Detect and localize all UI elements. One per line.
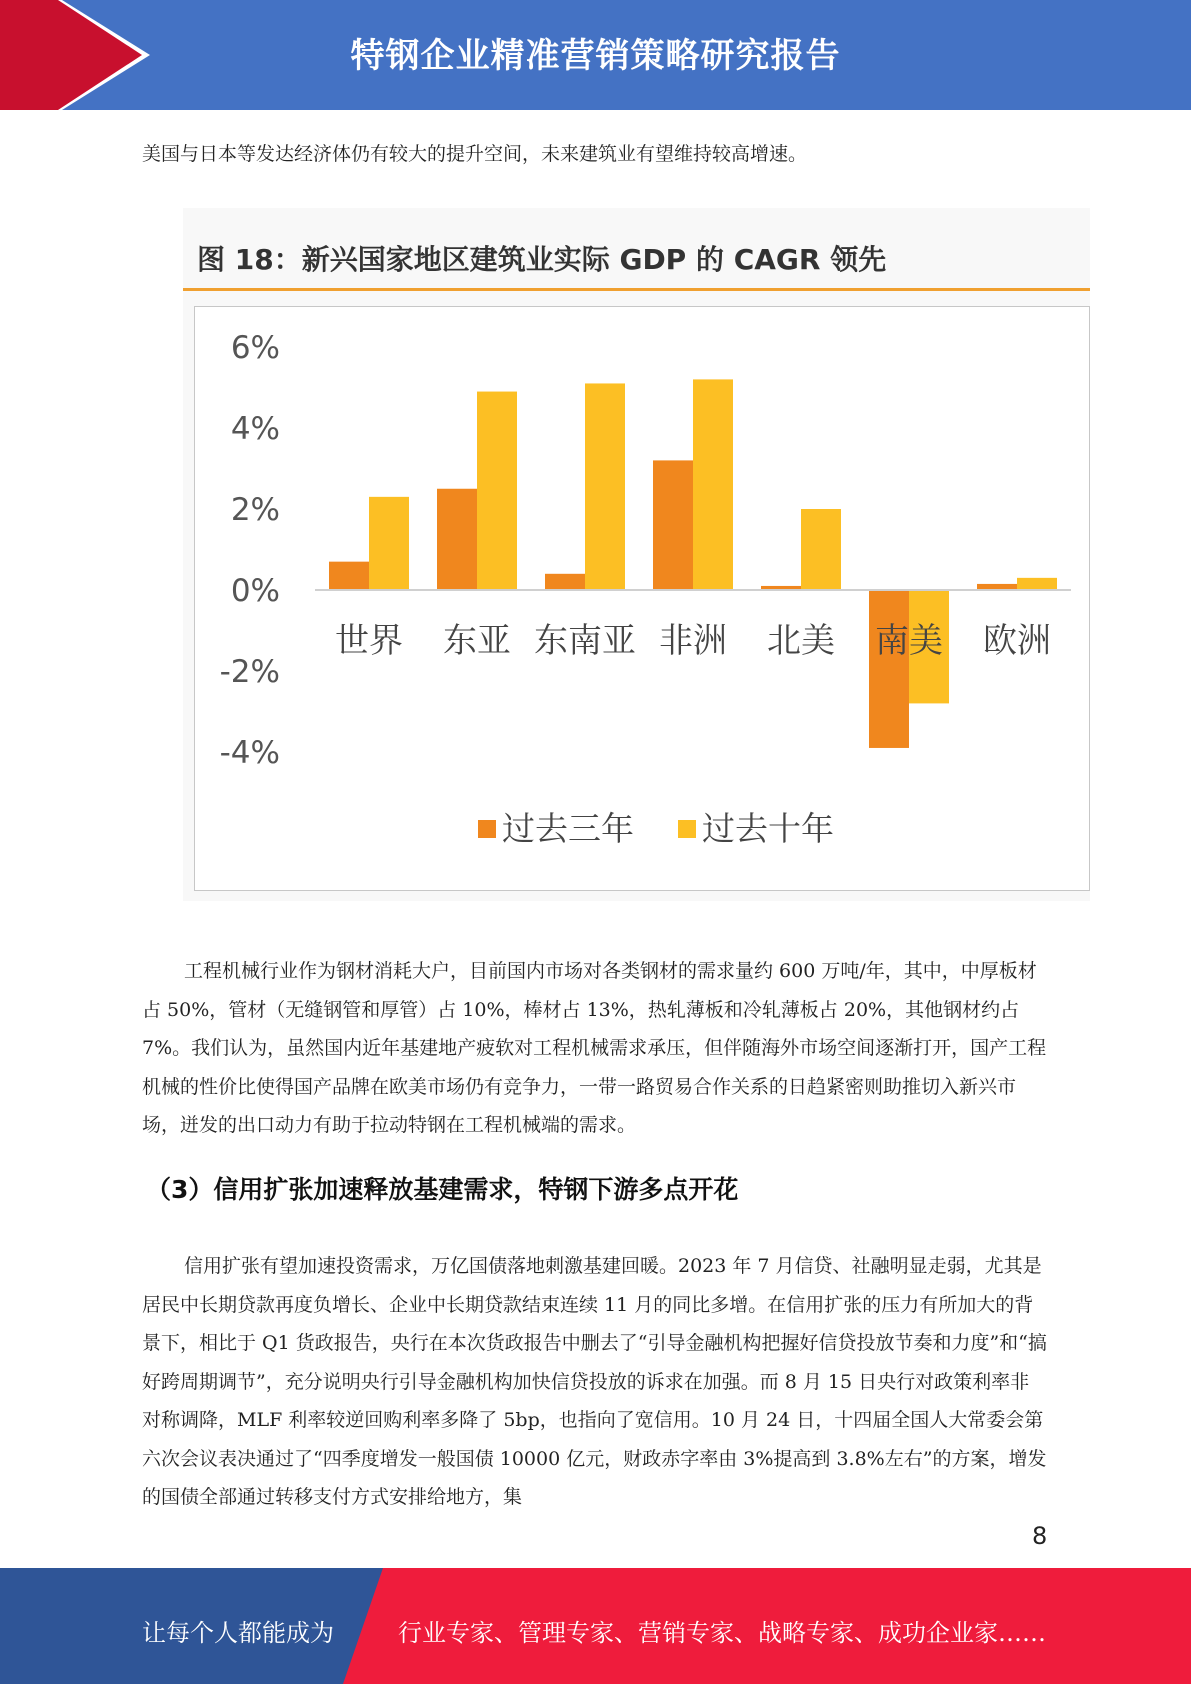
figure-title-rule	[183, 288, 1090, 291]
category-label: 非洲	[659, 621, 727, 661]
intro-text: 美国与日本等发达经济体仍有较大的提升空间，未来建筑业有望维持较高增速。	[142, 143, 808, 165]
page-header	[0, 0, 1191, 110]
footer-slogan-left: 让每个人都能成为	[142, 1619, 334, 1647]
legend-swatch	[478, 820, 496, 838]
legend-swatch	[678, 820, 696, 838]
page-footer	[0, 1568, 1191, 1684]
bar-past-3-years	[869, 590, 909, 748]
y-tick-label: -4%	[219, 735, 280, 771]
y-tick-label: 0%	[230, 573, 280, 609]
legend-label: 过去十年	[702, 809, 834, 848]
bar-past-10-years	[585, 383, 625, 590]
bar-chart	[195, 307, 1091, 892]
bar-past-10-years	[369, 497, 409, 590]
footer-slogan-right: 行业专家、管理专家、营销专家、战略专家、成功企业家……	[398, 1619, 1046, 1647]
category-label: 欧洲	[983, 621, 1051, 661]
bar-past-3-years	[545, 574, 585, 590]
y-tick-label: 6%	[230, 330, 280, 366]
bar-past-10-years	[1017, 578, 1057, 590]
bar-past-3-years	[653, 460, 693, 590]
category-label: 东亚	[443, 621, 511, 661]
y-tick-label: 2%	[230, 492, 280, 528]
page-number: 8	[1032, 1522, 1048, 1550]
legend-label: 过去三年	[502, 809, 634, 848]
category-label: 南美	[875, 621, 943, 661]
category-label: 世界	[335, 621, 403, 661]
category-label: 东南亚	[534, 621, 636, 661]
section-heading: （3）信用扩张加速释放基建需求，特钢下游多点开花	[146, 1175, 739, 1204]
figure-18	[183, 208, 1090, 901]
figure-title: 图 18：新兴国家地区建筑业实际 GDP 的 CAGR 领先	[197, 243, 887, 276]
bar-past-10-years	[693, 379, 733, 590]
chart-container	[194, 306, 1090, 891]
bar-past-3-years	[329, 562, 369, 590]
report-title: 特钢企业精准营销策略研究报告	[350, 36, 841, 76]
bar-past-10-years	[477, 392, 517, 590]
category-label: 北美	[767, 621, 835, 661]
y-tick-label: -2%	[219, 654, 280, 690]
paragraph-construction-machinery: 工程机械行业作为钢材消耗大户，目前国内市场对各类钢材的需求量约 600 万吨/年，其中，中厚板材占 50%，管材（无缝钢管和厚管）占 10%，棒材占 13%，热轧薄板和冷轧薄板占 20%，其他钢材约占 7%。我们认为，虽然国内近年基建地产疲软对工程机械需求承压，但伴随海外市场空间逐渐打开，国产工程机械的性价比使得国产品牌在欧美市场仍有竞争力，一带一路贸易合作关系的日趋紧密则助推切入新兴市场，迸发的出口动力有助于拉动特钢在工程机械端的需求。	[142, 960, 1047, 1136]
paragraph-credit-expansion: 信用扩张有望加速投资需求，万亿国债落地刺激基建回暖。2023 年 7 月信贷、社融明显走弱，尤其是居民中长期贷款再度负增长、企业中长期贷款结束连续 11 月的同比多增。在信用扩张的压力有所加大的背景下，相比于 Q1 货政报告，央行在本次货政报告中删去了“引导金融机构把握好信贷投放节奏和力度”和“搞好跨周期调节”，充分说明央行引导金融机构加快信贷投放的诉求在加强。而 8 月 15 日央行对政策利率非对称调降，MLF 利率较逆回购利率多降了 5bp，也指向了宽信用。10 月 24 日，十四届全国人大常委会第六次会议表决通过了“四季度增发一般国债 10000 亿元，财政赤字率由 3%提高到 3.8%左右”的方案，增发的国债全部通过转移支付方式安排给地方，集	[142, 1255, 1047, 1508]
y-tick-label: 4%	[230, 411, 280, 447]
bar-past-3-years	[437, 489, 477, 590]
bar-past-10-years	[801, 509, 841, 590]
